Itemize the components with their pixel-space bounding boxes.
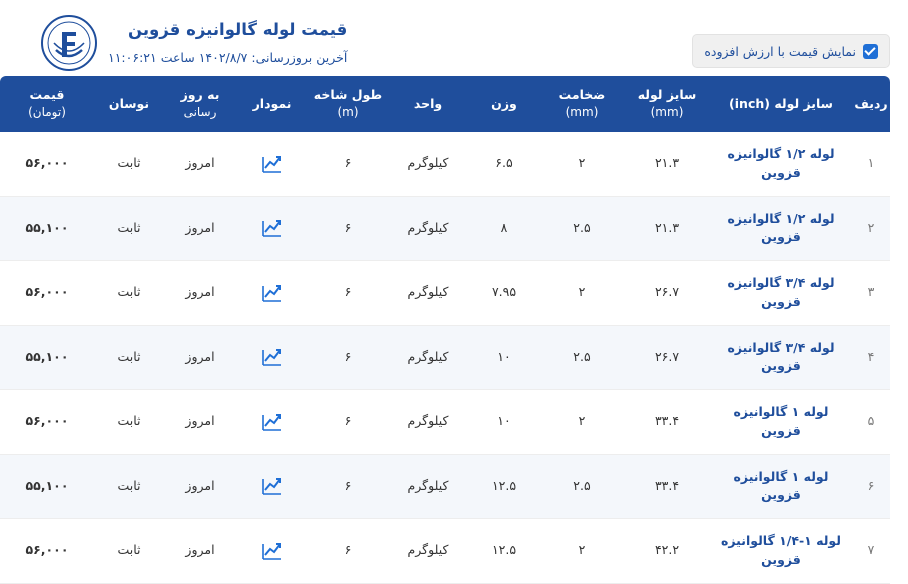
cell-chart[interactable] — [236, 132, 308, 196]
price-table — [0, 76, 890, 584]
table-header — [0, 76, 890, 132]
cell-length: ۶ — [308, 519, 388, 584]
cell-fluctuation: ثابت — [94, 261, 164, 326]
cell-thickness: ۲.۵ — [540, 196, 624, 261]
cell-chart[interactable] — [236, 325, 308, 390]
col-header-size-mm[interactable] — [624, 76, 710, 132]
cell-length: ۶ — [308, 196, 388, 261]
table-row[interactable] — [0, 196, 890, 261]
cell-weight: ۱۲.۵ — [468, 454, 540, 519]
col-header-thickness-unit: (mm) — [565, 105, 599, 120]
cell-product-name: لوله ۱/۲ گالوانیزه قزوین — [710, 132, 852, 196]
chart-icon[interactable] — [262, 283, 282, 303]
cell-product-name: لوله ۳/۴ گالوانیزه قزوین — [710, 325, 852, 390]
col-header-fluctuation[interactable] — [94, 76, 164, 132]
cell-price: ۵۶,۰۰۰ — [0, 132, 94, 196]
col-header-index-label: ردیف — [854, 95, 888, 111]
cell-unit: کیلوگرم — [388, 454, 468, 519]
cell-updated: امروز — [164, 196, 236, 261]
cell-length: ۶ — [308, 325, 388, 390]
cell-unit: کیلوگرم — [388, 132, 468, 196]
vat-checkbox[interactable] — [863, 44, 878, 59]
cell-size-mm: ۲۶.۷ — [624, 261, 710, 326]
cell-price: ۵۵,۱۰۰ — [0, 325, 94, 390]
cell-chart[interactable] — [236, 196, 308, 261]
chart-icon[interactable] — [262, 218, 282, 238]
cell-updated: امروز — [164, 519, 236, 584]
price-table-wrap — [25, 76, 890, 584]
cell-updated: امروز — [164, 454, 236, 519]
col-header-length-label: طول شاخه — [313, 87, 383, 103]
cell-index: ۱ — [852, 132, 890, 196]
table-row[interactable] — [0, 519, 890, 584]
company-logo — [40, 14, 98, 72]
page-title: قیمت لوله گالوانیزه قزوین — [127, 20, 348, 39]
cell-fluctuation: ثابت — [94, 454, 164, 519]
cell-product-name: لوله ۳/۴ گالوانیزه قزوین — [710, 261, 852, 326]
col-header-chart[interactable] — [236, 76, 308, 132]
cell-length: ۶ — [308, 390, 388, 455]
col-header-fluctuation-label: نوسان — [108, 95, 150, 111]
cell-price: ۵۶,۰۰۰ — [0, 261, 94, 326]
col-header-weight[interactable] — [468, 76, 540, 132]
col-header-updated-sub: رسانی — [183, 105, 217, 120]
table-body — [0, 132, 890, 583]
cell-product-name: لوله ۱ گالوانیزه قزوین — [710, 390, 852, 455]
cell-weight: ۶.۵ — [468, 132, 540, 196]
col-header-chart-label: نمودار — [252, 95, 292, 111]
col-header-unit[interactable] — [388, 76, 468, 132]
cell-unit: کیلوگرم — [388, 519, 468, 584]
cell-thickness: ۲ — [540, 519, 624, 584]
table-header-row — [0, 76, 890, 132]
cell-updated: امروز — [164, 390, 236, 455]
cell-price: ۵۵,۱۰۰ — [0, 196, 94, 261]
chart-icon[interactable] — [262, 347, 282, 367]
cell-thickness: ۲ — [540, 390, 624, 455]
cell-index: ۴ — [852, 325, 890, 390]
col-header-price-unit: (تومان) — [28, 105, 66, 120]
cell-product-name: لوله ۱ گالوانیزه قزوین — [710, 454, 852, 519]
col-header-unit-label: واحد — [413, 95, 443, 111]
cell-product-name: لوله ۱/۲ گالوانیزه قزوین — [710, 196, 852, 261]
cell-index: ۶ — [852, 454, 890, 519]
col-header-price-label: قیمت — [29, 87, 65, 103]
page-header — [22, 0, 908, 76]
table-row[interactable] — [0, 454, 890, 519]
cell-thickness: ۲.۵ — [540, 325, 624, 390]
cell-unit: کیلوگرم — [388, 325, 468, 390]
col-header-size-inch-label: سایز لوله (inch) — [729, 95, 833, 111]
cell-fluctuation: ثابت — [94, 132, 164, 196]
cell-unit: کیلوگرم — [388, 196, 468, 261]
vat-toggle[interactable] — [692, 34, 890, 68]
cell-length: ۶ — [308, 454, 388, 519]
price-page — [22, 0, 908, 567]
cell-length: ۶ — [308, 261, 388, 326]
cell-size-mm: ۴۲.۲ — [624, 519, 710, 584]
cell-price: ۵۵,۱۰۰ — [0, 454, 94, 519]
table-row[interactable] — [0, 132, 890, 196]
cell-updated: امروز — [164, 325, 236, 390]
cell-chart[interactable] — [236, 261, 308, 326]
cell-fluctuation: ثابت — [94, 390, 164, 455]
col-header-size-inch[interactable] — [710, 76, 852, 132]
cell-price: ۵۶,۰۰۰ — [0, 519, 94, 584]
cell-weight: ۷.۹۵ — [468, 261, 540, 326]
cell-updated: امروز — [164, 132, 236, 196]
title-block — [108, 14, 347, 65]
col-header-size-mm-unit: (mm) — [650, 105, 684, 120]
cell-unit: کیلوگرم — [388, 261, 468, 326]
col-header-index[interactable] — [852, 76, 890, 132]
cell-unit: کیلوگرم — [388, 390, 468, 455]
cell-chart[interactable] — [236, 390, 308, 455]
cell-index: ۷ — [852, 519, 890, 584]
cell-weight: ۸ — [468, 196, 540, 261]
cell-chart[interactable] — [236, 454, 308, 519]
col-header-weight-label: وزن — [491, 95, 517, 111]
table-row[interactable] — [0, 390, 890, 455]
table-row[interactable] — [0, 261, 890, 326]
cell-thickness: ۲.۵ — [540, 454, 624, 519]
col-header-price[interactable] — [0, 76, 94, 132]
col-header-size-mm-label: سایز لوله — [637, 87, 697, 103]
col-header-length[interactable] — [308, 76, 388, 132]
cell-size-mm: ۲۱.۳ — [624, 132, 710, 196]
cell-length: ۶ — [308, 132, 388, 196]
last-update-text: آخرین بروزرسانی: ۱۴۰۲/۸/۷ ساعت ۱۱:۰۶:۲۱ — [108, 50, 348, 66]
cell-size-mm: ۲۱.۳ — [624, 196, 710, 261]
cell-product-name: لوله ۱-۱/۴ گالوانیزه قزوین — [710, 519, 852, 584]
cell-fluctuation: ثابت — [94, 519, 164, 584]
cell-thickness: ۲ — [540, 132, 624, 196]
vat-label: نمایش قیمت با ارزش افزوده — [704, 43, 856, 59]
header-title-group — [40, 14, 347, 72]
cell-weight: ۱۲.۵ — [468, 519, 540, 584]
chart-icon[interactable] — [262, 154, 282, 174]
col-header-thickness[interactable] — [540, 76, 624, 132]
chart-icon[interactable] — [262, 541, 282, 561]
cell-index: ۵ — [852, 390, 890, 455]
col-header-length-unit: (m) — [337, 105, 359, 120]
cell-size-mm: ۳۳.۴ — [624, 454, 710, 519]
cell-size-mm: ۳۳.۴ — [624, 390, 710, 455]
cell-weight: ۱۰ — [468, 390, 540, 455]
cell-chart[interactable] — [236, 519, 308, 584]
cell-index: ۳ — [852, 261, 890, 326]
cell-price: ۵۶,۰۰۰ — [0, 390, 94, 455]
chart-icon[interactable] — [262, 476, 282, 496]
chart-icon[interactable] — [262, 412, 282, 432]
cell-thickness: ۲ — [540, 261, 624, 326]
cell-fluctuation: ثابت — [94, 196, 164, 261]
cell-fluctuation: ثابت — [94, 325, 164, 390]
table-row[interactable] — [0, 325, 890, 390]
col-header-thickness-label: ضخامت — [558, 87, 606, 103]
cell-size-mm: ۲۶.۷ — [624, 325, 710, 390]
cell-index: ۲ — [852, 196, 890, 261]
cell-weight: ۱۰ — [468, 325, 540, 390]
col-header-updated[interactable] — [164, 76, 236, 132]
cell-updated: امروز — [164, 261, 236, 326]
col-header-updated-label: به روز — [180, 87, 220, 103]
